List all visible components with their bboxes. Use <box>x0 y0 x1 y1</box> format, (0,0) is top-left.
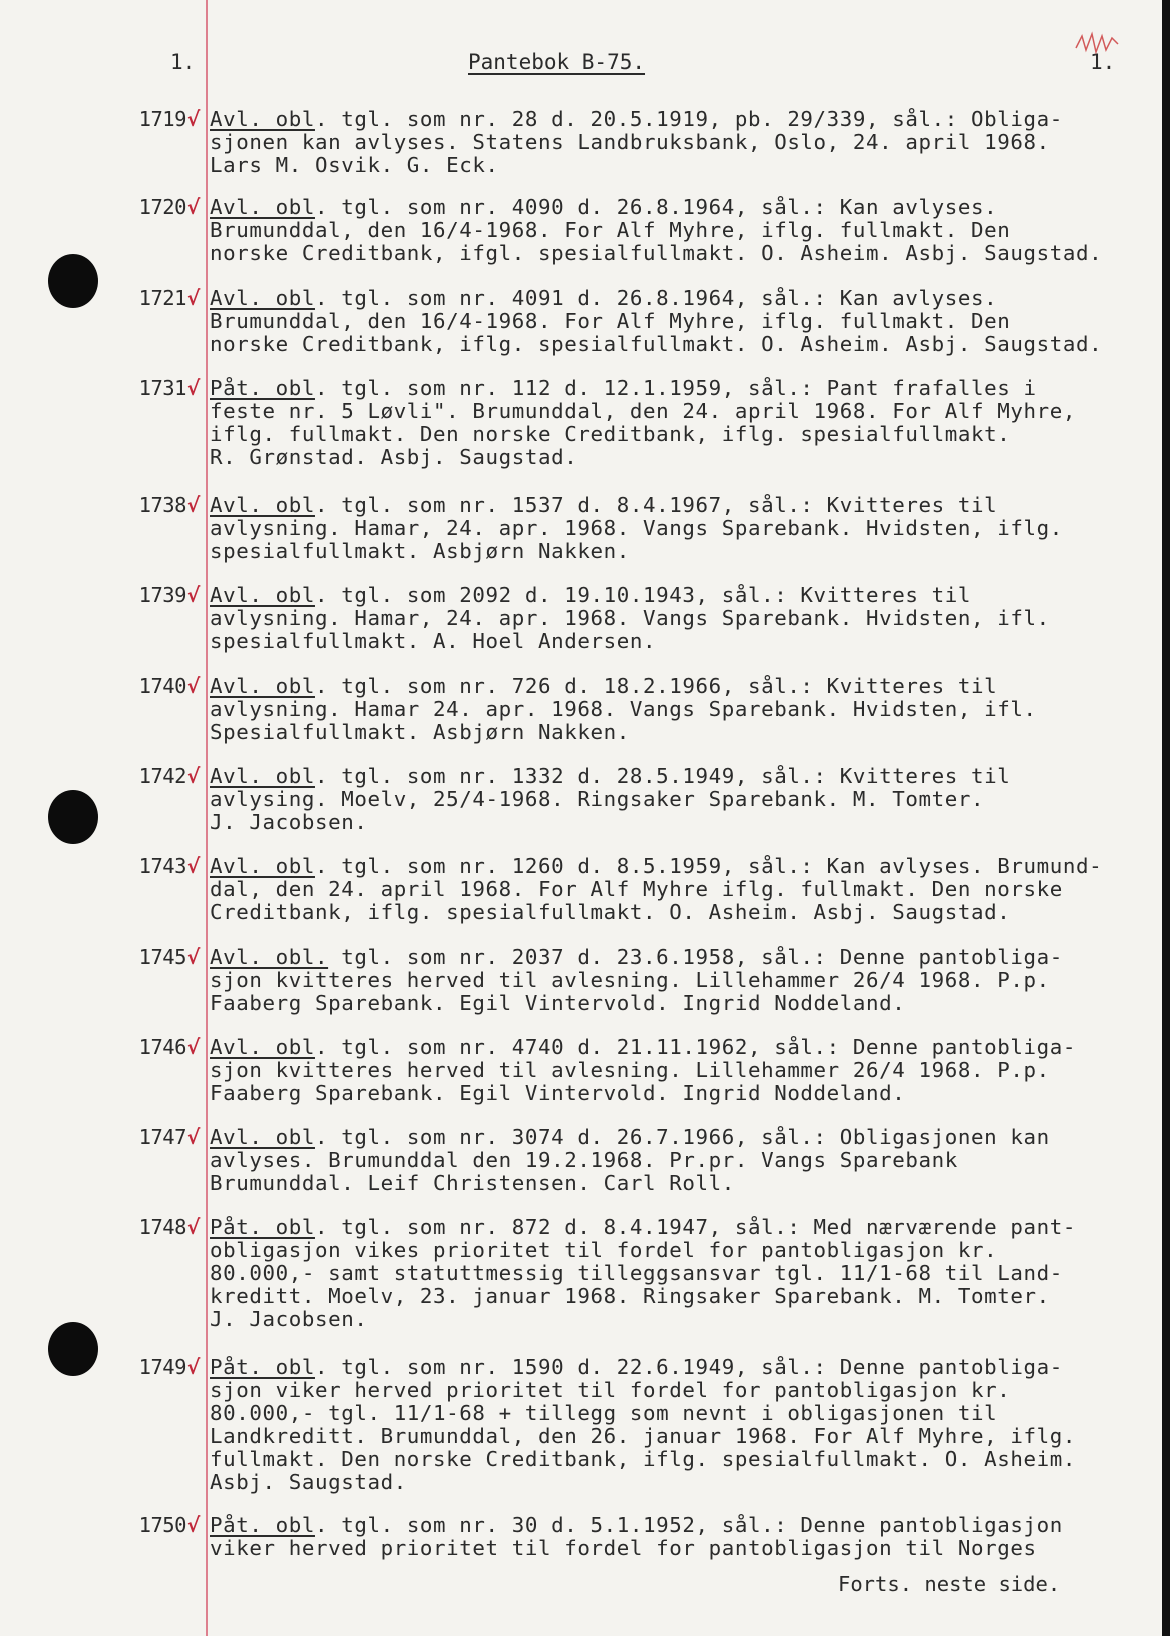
entry-body: . tgl. som nr. 3074 d. 26.7.1966, sål.: Obligasjonen kan avlyses. Brumunddal den 19.2.1968. Pr.pr. Vangs Sparebank Brumunddal. Leif Christensen. Carl Roll. <box>210 1125 1050 1195</box>
check-mark-icon: √ <box>187 1355 201 1379</box>
entry-number: 1743 <box>138 854 186 878</box>
entry-body: . tgl. som nr. 726 d. 18.2.1966, sål.: Kvitteres til avlysning. Hamar 24. apr. 1968. Vangs Sparebank. Hvidsten, ifl. Spesialfullmakt. Asbjørn Nakken. <box>210 674 1037 744</box>
check-mark-icon: √ <box>187 286 201 310</box>
entry-text <box>210 196 1130 265</box>
entry-number: 1742 <box>138 764 186 788</box>
entry-body: . tgl. som nr. 28 d. 20.5.1919, pb. 29/339, sål.: Obliga- sjonen kan avlyses. Statens Landbruksbank, Oslo, 24. april 1968. Lars M. Osvik. G. Eck. <box>210 107 1063 177</box>
entry-number: 1748 <box>138 1215 186 1239</box>
entry-type: Avl. obl <box>210 1035 315 1059</box>
entry-type: Påt. obl <box>210 1215 315 1239</box>
entry-body: . tgl. som nr. 872 d. 8.4.1947, sål.: Med nærværende pant- obligasjon vikes prioritet til fordel for pantobligasjon kr. 80.000,- samt statuttmessig tilleggsansvar tgl. 11/1-68 til Land- kreditt. Moelv, 23. januar 1968. Ringsaker Sparebank. M. Tomter. J. Jacobsen. <box>210 1215 1076 1331</box>
check-mark-icon: √ <box>187 493 201 517</box>
entry-body: . tgl. som nr. 4090 d. 26.8.1964, sål.: Kan avlyses. Brumunddal, den 16/4-1968. For Alf Myhre, iflg. fullmakt. Den norske Creditbank, ifgl. spesialfullmakt. O. Asheim. Asbj. Saugstad. <box>210 195 1103 265</box>
entry-number: 1747 <box>138 1125 186 1149</box>
entry-text <box>210 1216 1130 1331</box>
entry-type: Påt. obl <box>210 376 315 400</box>
entry-number: 1720 <box>138 195 186 219</box>
entry-text <box>210 1356 1130 1494</box>
entry-type: Påt. obl <box>210 1355 315 1379</box>
check-mark-icon: √ <box>187 583 201 607</box>
check-mark-icon: √ <box>187 1125 201 1149</box>
entry-type: Avl. obl <box>210 107 315 131</box>
entry-text <box>210 946 1130 1015</box>
entry-text <box>210 1036 1130 1105</box>
entry-text <box>210 494 1130 563</box>
check-mark-icon: √ <box>187 674 201 698</box>
entry-text <box>210 675 1130 744</box>
entry-type: Avl. obl <box>210 286 315 310</box>
entry-body: . tgl. som nr. 1537 d. 8.4.1967, sål.: Kvitteres til avlysning. Hamar, 24. apr. 1968. Vangs Sparebank. Hvidsten, iflg. spesialfullmakt. Asbjørn Nakken. <box>210 493 1063 563</box>
entry-body: . tgl. som nr. 1332 d. 28.5.1949, sål.: Kvitteres til avlysing. Moelv, 25/4-1968. Ringsaker Sparebank. M. Tomter. J. Jacobsen. <box>210 764 1011 834</box>
entry-type: Avl. obl <box>210 674 315 698</box>
entry-number: 1745 <box>138 945 186 969</box>
entry-body: . tgl. som 2092 d. 19.10.1943, sål.: Kvitteres til avlysning. Hamar, 24. apr. 1968. Vangs Sparebank. Hvidsten, ifl. spesialfullmakt. A. Hoel Andersen. <box>210 583 1050 653</box>
entry-type: Avl. obl <box>210 764 315 788</box>
entry-text <box>210 765 1130 834</box>
entry-type: Avl. obl <box>210 493 315 517</box>
check-mark-icon: √ <box>187 764 201 788</box>
entry-type: Avl. obl. <box>210 945 329 969</box>
check-mark-icon: √ <box>187 376 201 400</box>
check-mark-icon: √ <box>187 195 201 219</box>
entry-text <box>210 1514 1130 1560</box>
entry-text <box>210 1126 1130 1195</box>
entry-body: . tgl. som nr. 4091 d. 26.8.1964, sål.: Kan avlyses. Brumunddal, den 16/4-1968. For Alf Myhre, iflg. fullmakt. Den norske Creditbank, iflg. spesialfullmakt. O. Asheim. Asbj. Saugstad. <box>210 286 1103 356</box>
entry-type: Avl. obl <box>210 583 315 607</box>
entry-body: tgl. som nr. 2037 d. 23.6.1958, sål.: Denne pantobliga- sjon kvitteres herved til avlesning. Lillehammer 26/4 1968. P.p. Faaberg Sparebank. Egil Vintervold. Ingrid Noddeland. <box>210 945 1063 1015</box>
entry-type: Påt. obl <box>210 1513 315 1537</box>
entry-body: . tgl. som nr. 1590 d. 22.6.1949, sål.: Denne pantobliga- sjon viker herved prioritet til fordel for pantobligasjon kr. 80.000,- tgl. 11/1-68 + tillegg som nevnt i obligasjonen til Landkreditt. Brumunddal, den 26. januar 1968. For Alf Myhre, iflg. fullmakt. Den norske Creditbank, iflg. spesialfullmakt. O. Asheim. Asbj. Saugstad. <box>210 1355 1076 1494</box>
page-number-left: 1. <box>170 50 196 74</box>
entry-number: 1750 <box>138 1513 186 1537</box>
entry-number: 1731 <box>138 376 186 400</box>
entry-type: Avl. obl <box>210 854 315 878</box>
entry-number: 1749 <box>138 1355 186 1379</box>
entry-text <box>210 287 1130 356</box>
entry-type: Avl. obl <box>210 195 315 219</box>
check-mark-icon: √ <box>187 107 201 131</box>
entry-type: Avl. obl <box>210 1125 315 1149</box>
continued-next-page-note: Forts. neste side. <box>838 1572 1061 1596</box>
entry-text <box>210 855 1130 924</box>
entry-number: 1746 <box>138 1035 186 1059</box>
entry-body: . tgl. som nr. 30 d. 5.1.1952, sål.: Denne pantobligasjon viker herved prioritet til fordel for pantobligasjon til Norges <box>210 1513 1063 1560</box>
check-mark-icon: √ <box>187 854 201 878</box>
entry-text <box>210 108 1130 177</box>
check-mark-icon: √ <box>187 1215 201 1239</box>
entry-body: . tgl. som nr. 4740 d. 21.11.1962, sål.: Denne pantobliga- sjon kvitteres herved til avlesning. Lillehammer 26/4 1968. P.p. Faaberg Sparebank. Egil Vintervold. Ingrid Noddeland. <box>210 1035 1076 1105</box>
check-mark-icon: √ <box>187 945 201 969</box>
page-number-right: 1. <box>1090 50 1116 74</box>
page-title: Pantebok B-75. <box>468 50 646 74</box>
entry-number: 1719 <box>138 107 186 131</box>
entry-text <box>210 584 1130 653</box>
entry-body: . tgl. som nr. 112 d. 12.1.1959, sål.: Pant frafalles i feste nr. 5 Løvli". Brumunddal, den 24. april 1968. For Alf Myhre, iflg. fullmakt. Den norske Creditbank, iflg. spesialfullmakt. R. Grønstad. Asbj. Saugstad. <box>210 376 1076 469</box>
entry-number: 1740 <box>138 674 186 698</box>
entry-number: 1738 <box>138 493 186 517</box>
check-mark-icon: √ <box>187 1513 201 1537</box>
entry-body: . tgl. som nr. 1260 d. 8.5.1959, sål.: Kan avlyses. Brumund- dal, den 24. april 1968. For Alf Myhre iflg. fullmakt. Den norske Creditbank, iflg. spesialfullmakt. O. Asheim. Asbj. Saugstad. <box>210 854 1103 924</box>
entry-number: 1721 <box>138 286 186 310</box>
entry-text <box>210 377 1130 469</box>
entry-number: 1739 <box>138 583 186 607</box>
check-mark-icon: √ <box>187 1035 201 1059</box>
